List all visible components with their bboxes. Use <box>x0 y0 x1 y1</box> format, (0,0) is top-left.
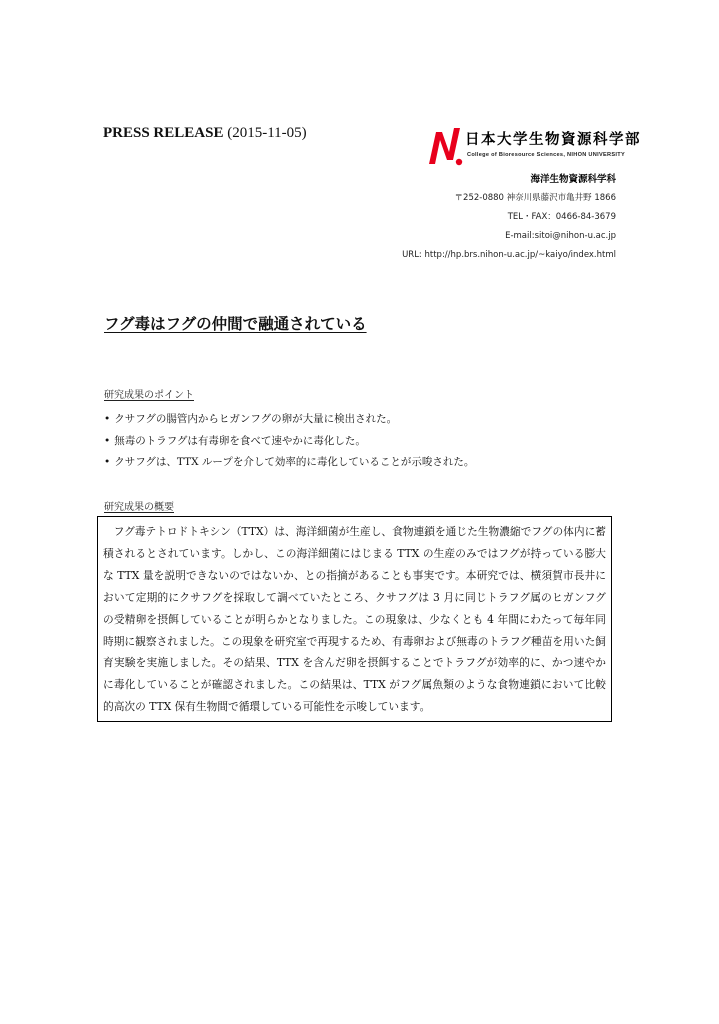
list-item: • クサフグは、TTX ループを介して効率的に毒化していることが示唆された。 <box>104 452 474 474</box>
points-list <box>104 409 474 474</box>
list-item: • 無毒のトラフグは有毒卵を食べて速やかに毒化した。 <box>104 431 474 453</box>
summary-box <box>97 516 612 722</box>
press-release-label: PRESS RELEASE <box>103 125 224 141</box>
list-item: • クサフグの腸管内からヒガンフグの卵が大量に検出された。 <box>104 409 474 431</box>
summary-body: フグ毒テトロドトキシン（TTX）は、海洋細菌が生産し、食物連鎖を通じた生物濃縮でフグの体内に蓄積されるとされています。しかし、この海洋細菌にはじまる TTX の生産のみではフグが持っている膨大な TTX 量を説明できないのではないか、との指摘があることも事実です。本研究では、横須賀市長井において定期的にクサフグを採取して調べていたところ、クサフグは 3 月に同じトラフグ属のヒガンフグの受精卵を摂餌していることが明らかとなりました。この現象は、少なくとも 4 年間にわたって毎年同時期に観察されました。この現象を研究室で再現するため、有毒卵および無毒のトラフグ種苗を用いた飼育実験を実施しました。その結果、TTX を含んだ卵を摂餌することでトラフグが効率的に、かつ速やかに毒化していることが確認されました。この結果は、TTX がフグ属魚類のような食物連鎖において比較的高次の TTX 保有生物間で循環している可能性を示唆しています。 <box>103 525 606 714</box>
headline-title: フグ毒はフグの仲間で融通されている <box>104 315 367 333</box>
n-logo-icon <box>427 124 467 168</box>
points-section-title: 研究成果のポイント <box>104 390 194 401</box>
press-release-date: (2015-11-05) <box>227 125 307 141</box>
logo-university-name: 日本大学生物資源科学部 <box>465 132 641 148</box>
press-release-header <box>103 125 307 142</box>
postal-address: 〒252-0880 神奈川県藤沢市亀井野 1866 <box>454 193 616 203</box>
contact-block <box>402 170 616 265</box>
department-name: 海洋生物資源科学科 <box>530 174 616 185</box>
email-address[interactable]: E-mail:sitoi@nihon-u.ac.jp <box>505 231 616 241</box>
tel-fax: TEL・FAX：0466-84-3679 <box>507 212 616 222</box>
website-url[interactable]: URL: http://hp.brs.nihon-u.ac.jp/~kaiyo/index.html <box>402 250 616 260</box>
university-logo <box>427 124 652 170</box>
logo-subtitle: College of Bioresource Sciences, NIHON UNIVERSITY <box>467 152 625 158</box>
summary-section-title: 研究成果の概要 <box>104 502 174 513</box>
